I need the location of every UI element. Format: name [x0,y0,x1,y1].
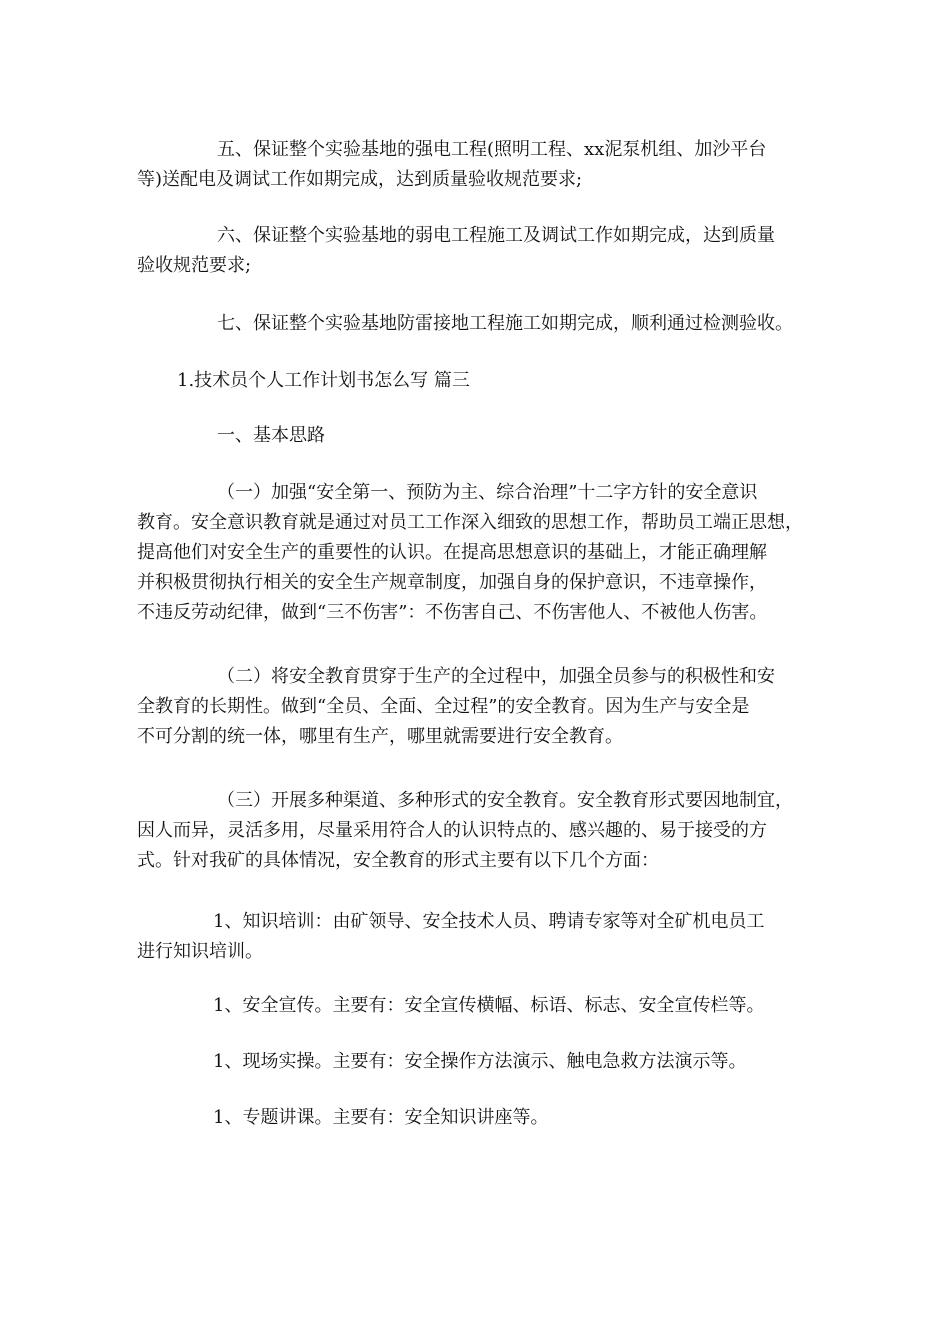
text-line: 提高他们对安全生产的重要性的认识。在提高思想意识的基础上，才能正确理解 [137,542,767,563]
paragraph-item-2 [137,662,827,752]
text-line: 五、保证整个实验基地的强电工程(照明工程、xx泥泵机组、加沙平台 [217,139,767,160]
text-line: 因人而异，灵活多用，尽量采用符合人的认识特点的、感兴趣的、易于接受的方 [137,820,767,841]
list-item-safety-publicity [137,991,827,1021]
text-line: 七、保证整个实验基地防雷接地工程施工如期完成，顺利通过检测验收。 [217,313,793,334]
text-line: 1、专题讲课。主要有：安全知识讲座等。 [213,1107,549,1128]
paragraph-five [137,135,827,195]
text-line: 1、现场实操。主要有：安全操作方法演示、触电急救方法演示等。 [213,1051,747,1072]
text-line: 验收规范要求; [137,255,252,276]
text-line: 教育。安全意识教育就是通过对员工工作深入细致的思想工作，帮助员工端正思想， [137,512,803,533]
text-line: （三）开展多种渠道、多种形式的安全教育。安全教育形式要因地制宜， [217,790,793,811]
text-line: 进行知识培训。 [137,941,263,962]
text-line: 式。针对我矿的具体情况，安全教育的形式主要有以下几个方面： [137,850,659,871]
list-item-onsite-practice [137,1047,827,1077]
text-line: （一）加强“安全第一、预防为主、综合治理”十二字方针的安全意识 [217,482,758,503]
text-line: 不违反劳动纪律，做到“三不伤害”：不伤害自己、不伤害他人、不被他人伤害。 [137,602,768,623]
paragraph-item-1 [137,478,827,628]
text-line: 全教育的长期性。做到“全员、全面、全过程”的安全教育。因为生产与安全是 [137,696,750,717]
text-line: 六、保证整个实验基地的弱电工程施工及调试工作如期完成，达到质量 [217,225,775,246]
text-line: （二）将安全教育贯穿于生产的全过程中，加强全员参与的积极性和安 [217,666,775,687]
paragraph-six [137,221,827,281]
heading-text: 1.技术员个人工作计划书怎么写 篇三 [177,370,470,391]
paragraph-item-3 [137,786,827,876]
text-line: 并积极贯彻执行相关的安全生产规章制度，加强自身的保护意识，不违章操作， [137,572,767,593]
text-line: 不可分割的统一体，哪里有生产，哪里就需要进行安全教育。 [137,726,623,747]
text-line: 等)送配电及调试工作如期完成，达到质量验收规范要求; [137,169,583,190]
text-line: 1、安全宣传。主要有：安全宣传横幅、标语、标志、安全宣传栏等。 [213,995,765,1016]
text-line: 1、知识培训：由矿领导、安全技术人员、聘请专家等对全矿机电员工 [213,911,765,932]
paragraph-seven [137,309,827,339]
section-heading [137,366,827,396]
list-item-knowledge-training [137,907,827,967]
list-item-special-lectures [137,1103,827,1133]
text-line: 一、基本思路 [217,425,325,446]
subheading-basic-ideas [137,421,827,451]
